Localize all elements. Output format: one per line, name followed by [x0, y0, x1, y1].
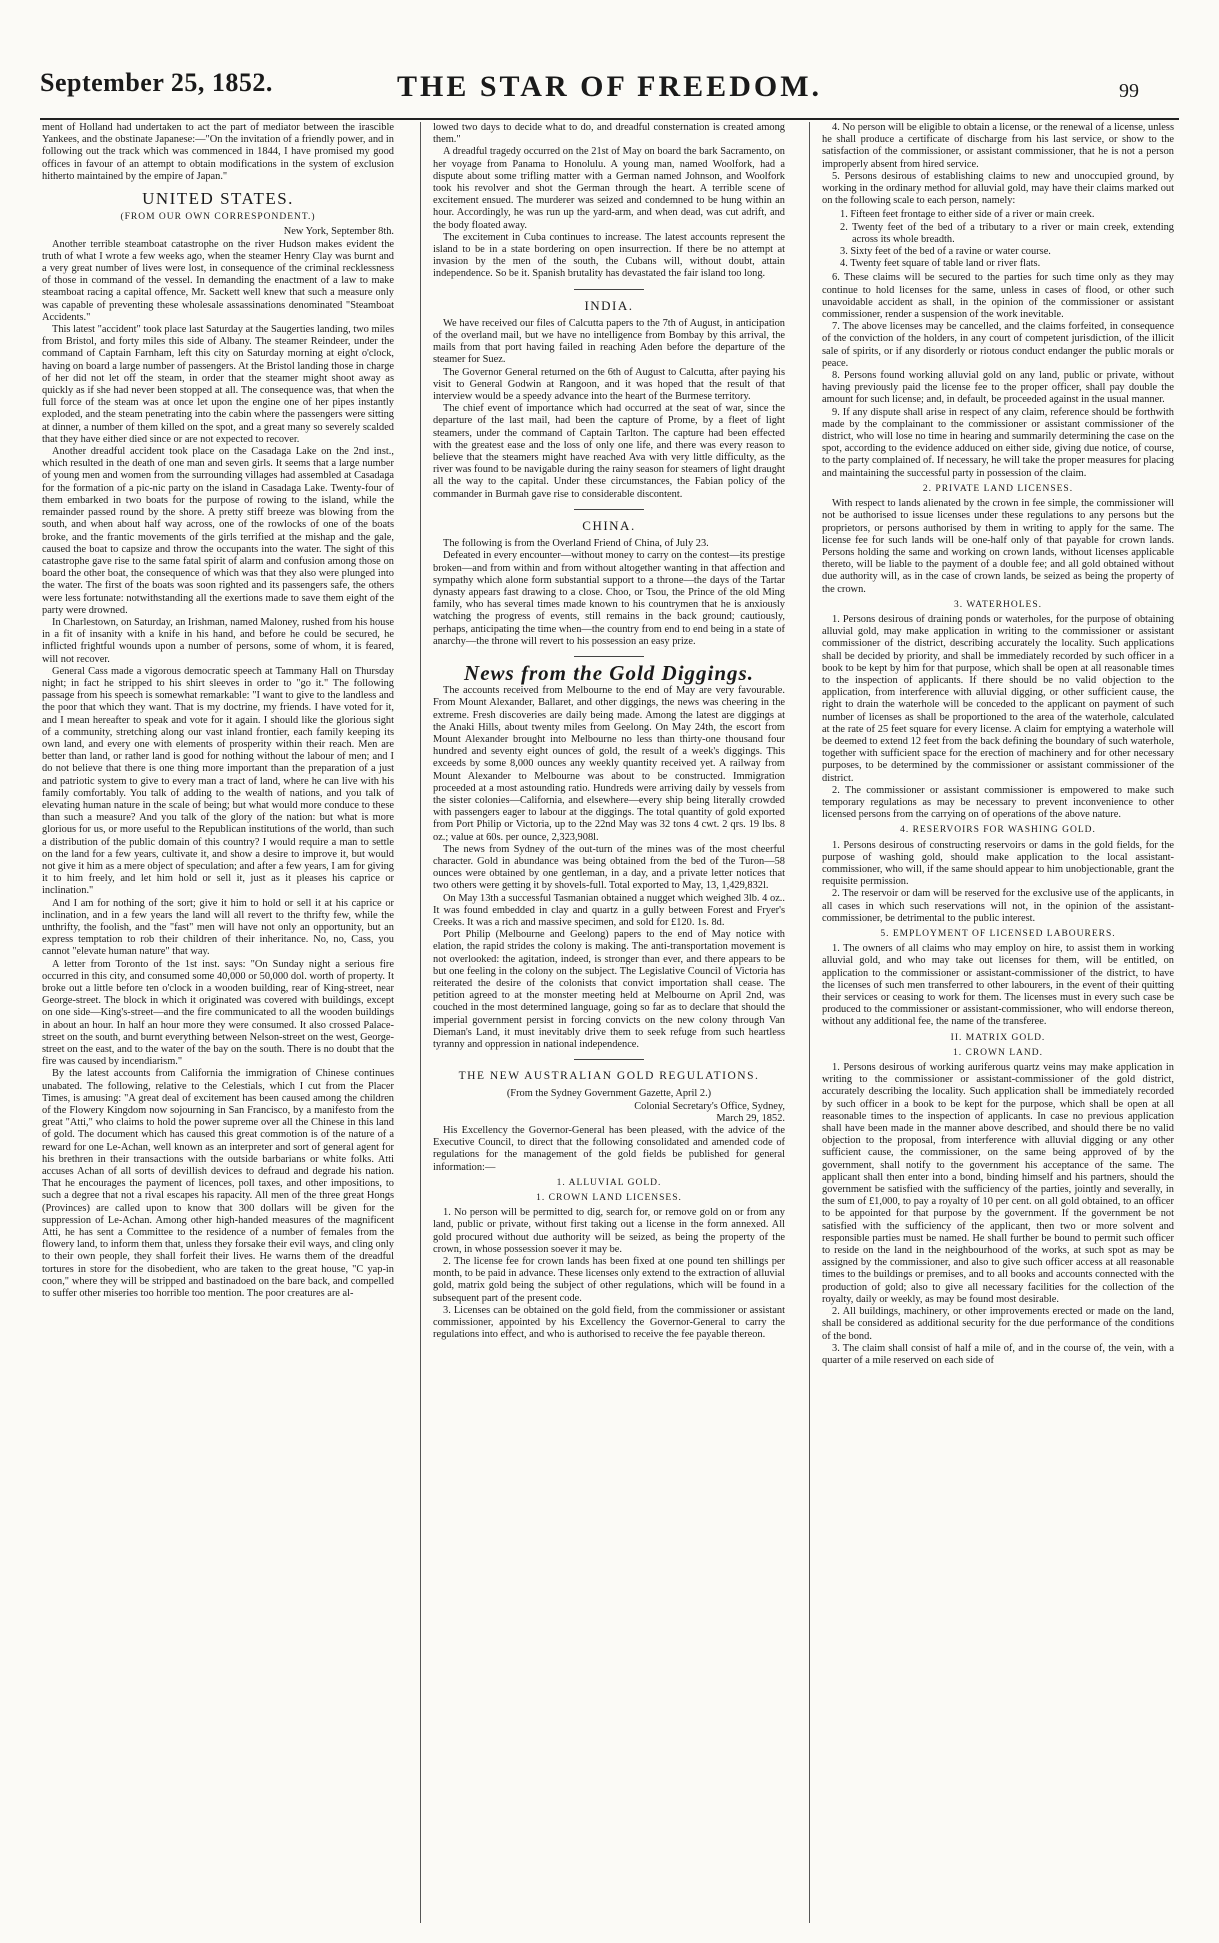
- paragraph: 6. These claims will be secured to the parties for such time only as they may continue to hold licenses for the same, unless in cases of flood, or other such unavoidable accident as shall, in the opinion of the commissioner or assistant commissioner, render a suspension of the work inevitable.: [822, 272, 1174, 321]
- list-item: 2. Twenty feet of the bed of a tributary to a river or main creek, extending across its whole breadth.: [840, 221, 1174, 245]
- paragraph: 4. No person will be eligible to obtain a license, or the renewal of a license, unless he shall produce a certificate of discharge from his last service, or show to the satisfaction of the commissioner, or assistant commissioner, that he is not a person improperly absent from hired service.: [822, 122, 1174, 170]
- paragraph: This latest "accident" took place last Saturday at the Saugerties landing, two miles from Bristol, and forty miles this side of Albany. The steamer Reindeer, under the command of Captain Farnham, left this city on Saturday morning at eight o'clock, having on board a large number of passengers. At the Bristol landing those in charge of her did not let off the steam, in order that the steamer might shoot away as quickly as if she had never been stopped at all. The consequence was, that when the full force of the steam was at once let upon the engine one of her pipes instantly exploded, and the steam penetrating into the cabin where the passengers were sitting at dinner, a number of them killed on the spot, and a great many so severely scalded that they have either died since or are not expected to recover.: [42, 324, 394, 445]
- paragraph: 3. The claim shall consist of half a mile of, and in the course of, the vein, with a quarter of a mile reserved on each side of: [822, 1342, 1174, 1366]
- issue-date: September 25, 1852.: [40, 68, 273, 97]
- paragraph: By the latest accounts from California the immigration of Chinese continues unabated. The following, relative to the Celestials, which I cut from the Placer Times, is amusing: "A great deal of excitement has been caused among the children of the Flowery Kingdom now sojourning in San Francisco, by a manifesto from the great "Atti," who claims to hold the power supreme over all the Chinese in this land of gold. The document which has caused this great commotion is of the nature of a reward for one Le-Achan, well known as an interpreter and sort of general agent for his brethren in their transactions with the outside barbarians or white folks. Atti accuses Achan of all sorts of devillish devices to defraud and degrade his nation. That he encourages the payment of licences, poll taxes, and other impositions, to such a degree that not a rival escapes his rapacity. All men of the three great Hongs (Provinces) are called upon to know that 300 dollars will be given for the suppression of Le-Achan. Among other high-handed measures of the magnificent Atti, he has sent a Committee to the residence of a number of females from the flowery land, to inform them that, unless they forsake their evil ways, and cling only to their own people, they shall forfeit their lives. He warns them of the dreadful tortures in store for the disobedient, who are taken to the great house, "C yap-in coon," where they will be stripped and bastinadoed on the bare back, and compelled to suffer other miseries too horrible too mention. The poor creatures are al-: [42, 1068, 394, 1300]
- list-item: 4. Twenty feet square of table land or river flats.: [840, 258, 1041, 270]
- subsection-heading: 1. CROWN LAND.: [953, 1047, 1043, 1058]
- paragraph: The accounts received from Melbourne to the end of May are very favourable. From Mount Alexander, Ballaret, and other diggings, the news was cheering in the extreme. Fresh discoveries are daily being made. Among the latest are diggings at the Anaki Hills, about twenty miles from Geelong. On May 24th, the escort from Mount Alexander brought into Melbourne no less than thirty-one thousand four hundred and seventy eight ounces of gold, the result of a week's diggings. This exceeds by some 8,000 ounces any weekly quantity received yet. A railway from Mount Alexander to Melbourne was about to be constructed. Immigration proceeded at a most astounding ratio. Hundreds were arriving daily by vessels from the sister colonies—California, and elsewhere—every ship being literally crowded with passengers eager to labour at the diggings. The total quantity of gold exported from Port Philip or Victoria, up to the 22nd May was 32 tons 4 cwt. 2 qrs. 19 lbs. 8 oz.; value at 60s. per ounce, 2,323,908l.: [433, 685, 785, 843]
- page-number: 99: [1119, 80, 1139, 102]
- paragraph: 1. The owners of all claims who may employ on hire, to assist them in working alluvial gold, and who may take out licenses for them, will be entitled, on application to the commissioner or assistant-commissioner of the district, to have the licenses of such men transferred to other labourers, in the event of their quitting their services or ceasing to work for them. The licenses must in every such case be produced to the commissioner or assistant-commissioner, who will endorse thereon, without any additional fee, the name of the transferee.: [822, 943, 1174, 1028]
- column-1: [42, 122, 394, 1923]
- paragraph: 2. The reservoir or dam will be reserved for the exclusive use of the applicants, in all cases in which such reservations will not, in the opinion of the assistant-commissioner, be detrimental to the public interest.: [822, 888, 1174, 924]
- subsection-heading: 2. PRIVATE LAND LICENSES.: [922, 483, 1074, 494]
- paragraph: The Governor General returned on the 6th of August to Calcutta, after paying his visit to General Godwin at Rangoon, and it was hoped that the result of that interview would be a speedy advance into the heart of the Burmese territory.: [433, 366, 785, 403]
- separator: [574, 509, 644, 510]
- paragraph: The excitement in Cuba continues to increase. The latest accounts represent the island to be in a state bordering on open insurrection. If there be no attempt at invasion by the men of the south, the Cubans will, without doubt, attain independence. So be it. Spanish brutality has devastated the fair island too long.: [433, 231, 785, 280]
- source-note: (From the Sydney Government Gazette, April 2.): [506, 1088, 712, 1100]
- paragraph: In Charlestown, on Saturday, an Irishman, named Maloney, rushed from his house in a fit of insanity with a knife in his hand, and before he could be secured, he inflicted frightful wounds upon a number of persons, some of whom, it is feared, will not recover.: [42, 616, 394, 665]
- paragraph: ment of Holland had undertaken to act the part of mediator between the irascible Yankees, and the obstinate Japanese:—"On the invitation of a friendly power, and in following out the track which was commenced in 1844, I have promised my good offices in favour of an attempt to obtain modifications in the system of exclusion hitherto maintained by the empire of Japan.": [42, 122, 394, 182]
- paragraph: 2. The commissioner or assistant commissioner is empowered to make such temporary regulations as may be necessary to prevent inconvenience to other licensed persons from the carrying on of operations of the above nature.: [822, 784, 1174, 821]
- subsection-heading: 1. ALLUVIAL GOLD.: [556, 1177, 662, 1188]
- paragraph: The news from Sydney of the out-turn of the mines was of the most cheerful character. Gold in abundance was being obtained from the bed of the Turon—58 ounces were obtained by one gentleman, in a day, and a private letter notices that two others were getting it by shovels-full. Total exported to May, 13, 1,429,832l.: [433, 843, 785, 892]
- masthead: [40, 60, 1179, 120]
- paragraph: General Cass made a vigorous democratic speech at Tammany Hall on Thursday night; in fact he stripped to his shirt sleeves in order to "go it." The following passage from his speech is somewhat remarkable: "I want to give to the landless and the poor that which they want. That is my doctrine, my friends. I have voted for it, and I mean hereafter to speak and vote for it again. I should like the glorious sight of a community, stretching along our vast inland frontier, each family keeping its own land, and every one with elements of prosperity within their reach. Men are better than land, or rather land is good for nothing without the labour of men; and I do not believe that there is one thing more important than the preparation of a just and patriotic system to give to every man a tract of land, where he can live with his family comfortably. You talk of adding to the wealth of nations, and you talk of elevating human nature in the scale of being; but what would more conduce to these than such a measure? And you talk of the glory of the nation: but what is more glorious for us, or more useful to the Republican institutions of the world, than such a distribution of the public domain of this country? I would require a man to settle on the land for a few years, cultivate it, and show a desire to improve it, but would not give it him as a mere object of speculation; and after a few years, I am for giving it to him freely, and let him hold or sell it, just as it pleases his caprice or inclination.": [42, 665, 394, 897]
- subsection-heading: 4. RESERVOIRS FOR WASHING GOLD.: [900, 825, 1096, 836]
- office-line: Colonial Secretary's Office, Sydney,: [634, 1100, 785, 1112]
- paragraph: 2. All buildings, machinery, or other improvements erected or made on the land, shall be considered as additional security for the due performance of the conditions of the bond.: [822, 1306, 1174, 1342]
- section-heading: News from the Gold Diggings.: [464, 660, 754, 685]
- list-item: 3. Sixty feet of the bed of a ravine or water course.: [840, 246, 1051, 258]
- office-date: March 29, 1852.: [716, 1112, 785, 1124]
- subsection-heading: 5. EMPLOYMENT OF LICENSED LABOURERS.: [880, 929, 1116, 939]
- paragraph: With respect to lands alienated by the crown in fee simple, the commissioner will not be authorised to issue licenses under these regulations to any persons but the proprietors, or persons authorised by them in writing to apply for the same. The license fee for such lands will be one-half only of that payable for crown lands. Persons holding the same and working on crown lands, without licenses applicable thereto, will be liable to the payment of a double fee; and all gold obtained without due authority will, as in the case of crown lands, be seized as being the property of the crown.: [822, 498, 1174, 595]
- dateline: New York, September 8th.: [283, 226, 394, 238]
- column-3: [822, 122, 1174, 1923]
- subsection-heading: 3. WATERHOLES.: [954, 599, 1042, 610]
- paragraph: 3. Licenses can be obtained on the gold field, from the commissioner or assistant commissioner, appointed by his Excellency the Governor-General to carry the regulations into effect, and who is authorised to receive the fee payable thereon.: [433, 1304, 785, 1341]
- subsection-heading: 1. CROWN LAND LICENSES.: [536, 1193, 682, 1204]
- paragraph: 5. Persons desirous of establishing claims to new and unoccupied ground, by working in the ordinary method for alluvial gold, may have their claims marked out on the following scale to each person, namely:: [822, 170, 1174, 207]
- paragraph: We have received our files of Calcutta papers to the 7th of August, in anticipation of the overland mail, but we have no intelligence from Bombay by this arrival, the mails from that port having failed in reaching Aden before the departure of the steamer for Suez.: [433, 317, 785, 366]
- list-item: 1. Fifteen feet frontage to either side of a river or main creek.: [840, 209, 1095, 221]
- paragraph: Defeated in every encounter—without money to carry on the contest—its prestige broken—and from within and from without altogether wanting in that affection and sympathy which alone form substantial support to a throne—the days of the Tartar dynasty appears fast drawing to a close. Choo, or Tsou, the Prince of the old Ming family, who has several times made known to his countrymen that he is anxiously watching the progress of events, still remains in the back ground; cautiously, perhaps, anticipating the time when—the country from end to end being in a state of anarchy—the throne will revert to his possession an easy prize.: [433, 550, 785, 647]
- separator: [574, 289, 644, 290]
- paragraph: The chief event of importance which had occurred at the seat of war, since the departure of the last mail, had been the capture of Prome, by a fleet of light steamers, under the command of Captain Tarlton. The capture had been effected with the greatest ease and the loss of only one life, and there was every reason to believe that the steamers might have reached Ava with very little difficulty, as the river was found to be navigable during the rainy season for steamers of light draught all the way to the capital. Under these circumstances, the Fabian policy of the commander in Burmah gave rise to considerable discontent.: [433, 403, 785, 500]
- paragraph: Another terrible steamboat catastrophe on the river Hudson makes evident the truth of what I wrote a few weeks ago, when the steamer Henry Clay was burnt and a very great number of lives were lost, in consequence of the criminal recklessness of those in command of the vessel. In demanding the enactment of a law to make steamboat racing a capital offence, Mr. Sackett well knew that such a measure only was capable of preventing these wholesale assassinations denominated "Steamboat Accidents.": [42, 238, 394, 323]
- subsection-heading: II. MATRIX GOLD.: [950, 1032, 1046, 1043]
- paragraph: 7. The above licenses may be cancelled, and the claims forfeited, in consequence of the conviction of the holders, in any court of competent jurisdiction, of the illicit sale of spirits, or if any disorderly or riotous conduct endanger the public morals or peace.: [822, 321, 1174, 369]
- claim-scale-list: [822, 209, 1174, 270]
- paragraph: A letter from Toronto of the 1st inst. says: "On Sunday night a serious fire occurred in this city, and consumed some 40,000 or 50,000 dol. worth of property. It broke out a little before ten o'clock in a wooden building, rear of King-street, near George-street. The block in which it originated was covered with buildings, except on one side—King's-street—and the fire communicated to all the wooden buildings in about an hour. In half an hour more they were consumed. It also crossed Palace-street on the south, and burnt everything between Nelson-street on the west, George-street on the east, and to the water of the bay on the south. There is no doubt that the fire was caused by incendiarism.": [42, 958, 394, 1068]
- column-2: [433, 122, 785, 1923]
- paragraph: 1. Persons desirous of draining ponds or waterholes, for the purpose of obtaining alluvial gold, may make application in writing to the commissioner or assistant commissioner of the district, describing accurately the locality. Such applications shall be decided by priority, and shall be immediately recorded by such officer in a book to be kept by him for that purpose, which shall be open at all reasonable times to the inspection of applicants. If there should be no valid objection to the application, from interference with alluvial digging, or other sufficient cause, the right to drain the waterhole will be conceded to the applicant on payment of such number of licenses as shall be proportioned to the area of the waterhole, calculated at the rate of 25 feet square for every license. A claim for emptying a waterhole will be deemed to extend 12 feet from the back defining the boundary of such waterhole, together with sufficient space for the erection of machinery and for other necessary purposes, to be determined by the commissioner or assistant commissioner of the district.: [822, 613, 1174, 784]
- paragraph: Another dreadful accident took place on the Casadaga Lake on the 2nd inst., which resulted in the death of one man and seven girls. It seems that a large number of young men and women from the surrounding villages had assembled at Casadaga for the formation of a pic-nic party on the island in Casadaga Lake. Twenty-four of them embarked in two boats for the purpose of rowing to the island, while the remainder passed round by the shore. A pretty stiff breeze was blowing from the south, and when about half way across, one of the rowlocks of one of the boats broke, and the frantic movements of the girls terrified at the mishap and the gale, caused the boat to capsize and throw the occupants into the water. The sight of this catastrophe gave rise to the same fatal spirit of alarm and confusion among those on board the other boat, the consequence of which was that they also were plunged into the water. The first of the boats was soon righted and its passengers safe, the others were less fortunate: notwithstanding all the exertions made to save them eight of the party were drowned.: [42, 446, 394, 616]
- section-heading: INDIA.: [584, 297, 634, 313]
- byline: (FROM OUR OWN CORRESPONDENT.): [120, 212, 316, 223]
- paragraph: The following is from the Overland Friend of China, of July 23.: [443, 538, 709, 550]
- paragraph: On May 13th a successful Tasmanian obtained a nugget which weighed 3lb. 4 oz.. It was found embedded in clay and quartz in a gully between Forest and Fryer's Creeks. It was a rich and massive specimen, and sold for £120. 1s. 8d.: [433, 892, 785, 928]
- paragraph: 1. Persons desirous of working auriferous quartz veins may make application in writing to the commissioner or assistant-commissioner of the gold district, accurately describing the locality. Such application shall be immediately recorded by such officer in a book to be kept for the purpose, which shall be open at all reasonable times to the inspection of applicants. In case no previous application shall have been made in the manner above described, and should there be no valid objection to the proposal, from interference with alluvial digging or any other sufficient cause, the commissioner, on the same being approved of by the government, shall notify to the government his acceptance of the same. The applicant shall then enter into a bond, binding himself and his partners, should the government be satisfied with the sufficiency of the parties, jointly and severally, in the sum of £1,000, to pay a royalty of 10 per cent. on all gold obtained, to an officer to be appointed for that purpose by the government. If the government be not satisfied with the sufficiency of the applicant, then two or more solvent and responsible parties must be named. He shall further be bound to permit such officer to reside on the land in the neighbourhood of the works, at such spot as may be assigned by the commissioner, and also to give such officer access at all reasonable times to the buildings or premises, and to all books and accounts connected with the production of gold; also to give all necessary facilities for the collection of the royalty, daily or weekly, as may be found most desirable.: [822, 1062, 1174, 1305]
- column-divider: [420, 122, 421, 1923]
- separator: [574, 656, 644, 657]
- separator: [574, 1059, 644, 1060]
- paragraph: Port Philip (Melbourne and Geelong) papers to the end of May notice with elation, the rapid strides the colony is making. The anti-transportation movement is not overlooked: the agitation, indeed, is stronger than ever, and there appears to be but one feeling in the colony on the subject. The Legislative Council of Victoria has reiterated the desire of the colonists that convict importation shall cease. The petition agreed to at the monster meeting held at Melbourne on April 2nd, was couched in the most determined language, going so far as to declare that should the imperial government persist in forcing convicts on the new colony through Van Dieman's Land, it must inevitably drive them to seek refuge from such heartless tyranny and oppression in national independence.: [433, 929, 785, 1051]
- paragraph: A dreadful tragedy occurred on the 21st of May on board the bark Sacramento, on her voyage from Panama to Honolulu. A young man, named Woolfork, had a dispute about some trifling matter with a German named Johnson, and Woolfork took his revolver and shot the German through the heart. A terrible scene of excitement ensued. The murderer was seized and condemned to be hung within an hour. Accordingly, he was run up the yard-arm, and when dead, was cut adrift, and the body floated away.: [433, 146, 785, 231]
- paragraph: And I am for nothing of the sort; give it him to hold or sell it at his caprice or inclination, and in a few years the land will all revert to the thrifty few, while the unthrifty, the foolish, and the "fast" men will have not only an opportunity, but an express temptation to rob their children of their inheritance. No, no, Cass, you cannot "elevate human nature" that way.: [42, 897, 394, 958]
- paragraph: 1. No person will be permitted to dig, search for, or remove gold on or from any land, public or private, without first taking out a license in the form annexed. All gold procured without due authority will be seized, as being the property of the crown, in whose possession soever it may be.: [433, 1207, 785, 1255]
- paragraph: 2. The license fee for crown lands has been fixed at one pound ten shillings per month, to be paid in advance. These licenses only extend to the extraction of alluvial gold, matrix gold being the subject of other regulations, which will be found in a subsequent part of the present code.: [433, 1256, 785, 1304]
- paragraph: 8. Persons found working alluvial gold on any land, public or private, without having previously paid the license fee to the proper officer, shall pay double the amount for such license; and, in default, be proceeded against in the usual manner.: [822, 370, 1174, 406]
- paragraph: 9. If any dispute shall arise in respect of any claim, reference should be forthwith made by the complainant to the commissioner or assistant commissioner of the district, who will lose no time in hearing and summarily determining the case on the spot, according to the evidence adduced on either side, giving due notice, of course, to the party complained of. If necessary, he will take the proper measures for placing and maintaining the successful party in possession of the claim.: [822, 406, 1174, 479]
- header-rule: [40, 118, 1179, 120]
- section-heading: UNITED STATES.: [142, 189, 294, 209]
- paragraph: 1. Persons desirous of constructing reservoirs or dams in the gold fields, for the purpose of washing gold, should make application to the local assistant-commissioner, who will, if the same should appear to him unobjectionable, grant the requisite permission.: [822, 839, 1174, 888]
- column-divider: [809, 122, 810, 1923]
- newspaper-title: THE STAR OF FREEDOM.: [396, 70, 823, 103]
- paragraph: His Excellency the Governor-General has been pleased, with the advice of the Executive Council, to direct that the following consolidated and amended code of regulations for the management of the gold fields be published for general information:—: [433, 1125, 785, 1173]
- section-heading: CHINA.: [582, 517, 636, 533]
- paragraph: lowed two days to decide what to do, and dreadful consternation is created among them.": [433, 122, 785, 146]
- section-heading: THE NEW AUSTRALIAN GOLD REGULATIONS.: [458, 1070, 760, 1083]
